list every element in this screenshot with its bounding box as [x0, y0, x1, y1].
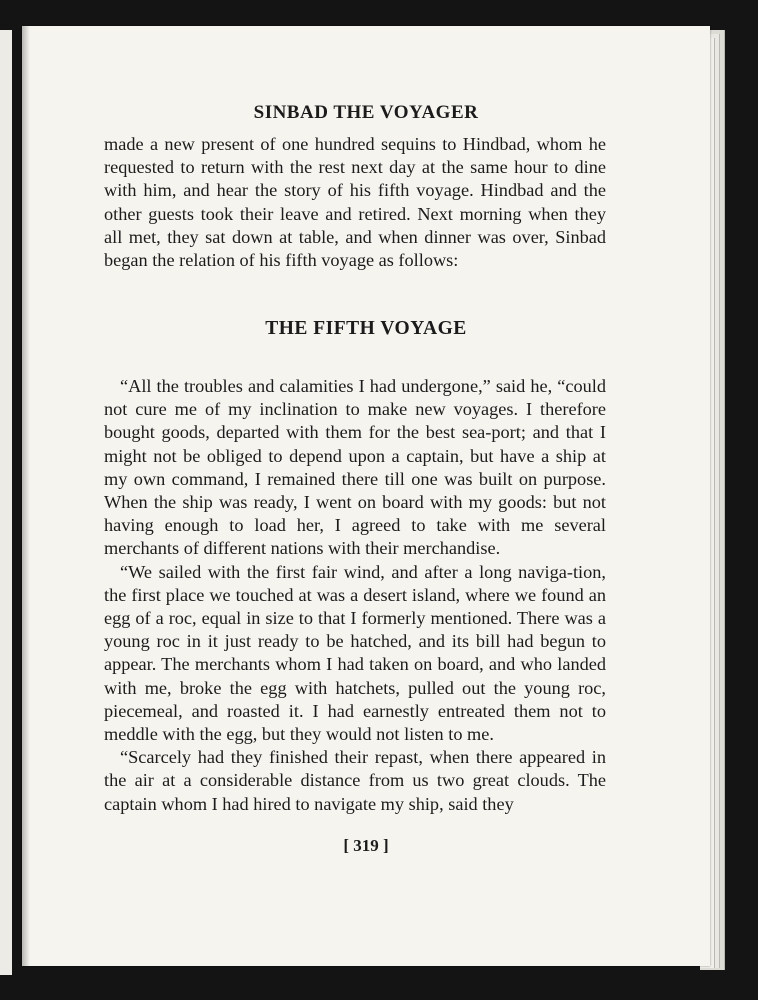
paragraph: “We sailed with the first fair wind, and after a long naviga-tion, the first place we touched at was a desert island, where we found an egg of a roc, equal in size to that I formerly mentioned. There was a young roc in it just ready to be hatched, and its bill had begun to appear. The merchants whom I had taken on board, and who landed with me, broke the egg with hatchets, pulled out the young roc, piecemeal, and roasted it. I had earnestly entreated them not to meddle with the egg, but they would not listen to me. — [104, 561, 606, 745]
paragraph: made a new present of one hundred sequins to Hindbad, whom he requested to return with the rest next day at the same hour to dine with him, and hear the story of his fifth voyage. Hindbad and the other guests took their leave and retired. Next morning when they all met, they sat down at table, and when dinner was over, Sinbad began the relation of his fifth voyage as follows: — [104, 134, 606, 271]
chapter-text-block — [104, 375, 606, 816]
gutter-shadow — [22, 26, 30, 966]
paragraph: “All the troubles and calamities I had undergone,” said he, “could not cure me of my inclination to make new voyages. I therefore bought goods, departed with them for the best sea-port; and that I might not be obliged to depend upon a captain, but have a ship at my own command, I remained there till one was built on purpose. When the ship was ready, I went on board with my goods: but not having enough to load her, I agreed to take with me several merchants of different nations with their merchandise. — [104, 376, 606, 559]
book-page — [22, 26, 710, 966]
page-number: [ 319 ] — [343, 836, 389, 855]
paragraph: “Scarcely had they finished their repast, when there appeared in the air at a considerable distance from us two great clouds. The captain whom I had hired to navigate my ship, said they — [104, 747, 606, 814]
previous-page-edge — [0, 30, 12, 975]
opening-text-block — [104, 133, 606, 272]
section-heading: THE FIFTH VOYAGE — [265, 318, 467, 339]
running-head: SINBAD THE VOYAGER — [253, 102, 479, 123]
